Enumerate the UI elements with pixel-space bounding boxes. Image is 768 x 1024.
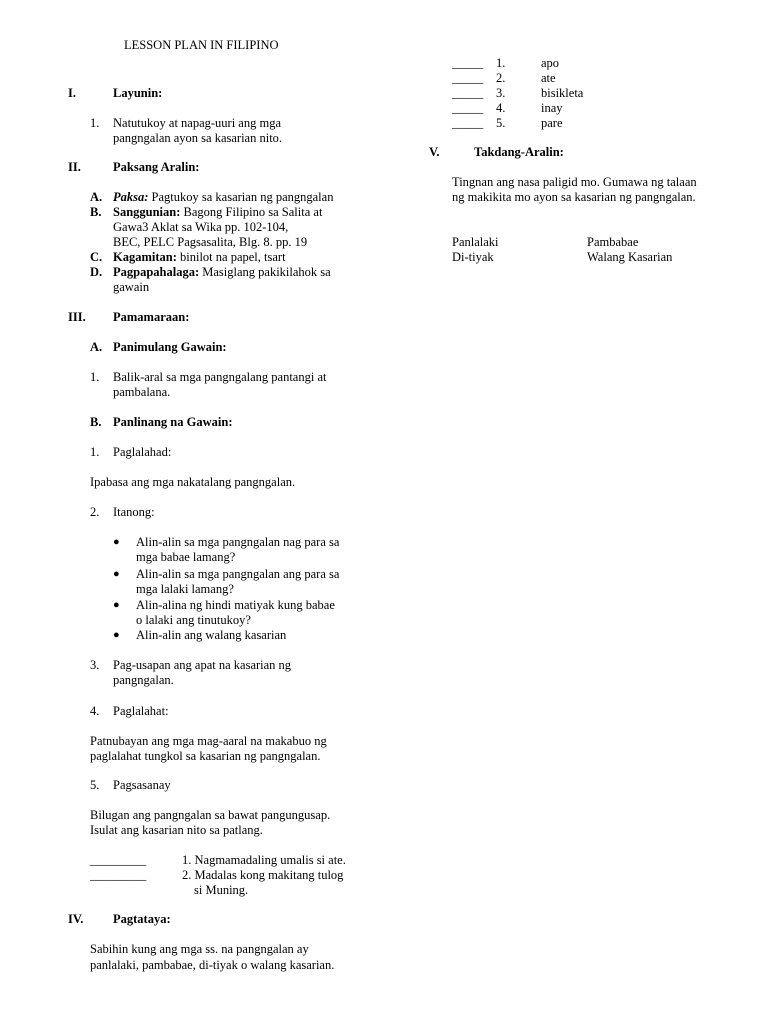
question-line: mga babae lamang?: [136, 550, 236, 564]
pagpapahalaga-label: Pagpapahalaga:: [113, 265, 200, 279]
exercise-sentence: 1. Nagmamadaling umalis si ate.: [182, 853, 346, 867]
sanggunian-item: [113, 205, 322, 220]
paksa-item: [113, 190, 333, 205]
sanggunian-line: Gawa3 Aklat sa Wika pp. 102-104,: [113, 220, 289, 234]
question-line: o lalaki ang tinutukoy?: [136, 613, 251, 627]
pagsasanay-body: Bilugan ang pangngalan sa bawat pangungusap.: [90, 808, 331, 822]
page-title: LESSON PLAN IN FILIPINO: [124, 38, 279, 52]
layunin-number: 1.: [90, 116, 100, 130]
paglalahat-body: paglalahat tungkol sa kasarian ng pangngalan.: [90, 749, 321, 763]
layunin-line: Natutukoy at napag-uuri ang mga: [113, 116, 282, 130]
pagsasanay-body: Isulat ang kasarian nito sa patlang.: [90, 823, 263, 837]
item-number: 2.: [496, 71, 506, 85]
panlinang-heading: Panlinang na Gawain:: [113, 415, 233, 429]
layunin-line: pangngalan ayon sa kasarian nito.: [113, 131, 283, 145]
category-label: Walang Kasarian: [587, 250, 673, 264]
paksa-letter: A.: [90, 190, 103, 204]
paglalahat-body: Patnubayan ang mga mag-aaral na makabuo ng: [90, 734, 327, 748]
category-label: Panlalaki: [452, 235, 499, 249]
bullet-icon: ●: [113, 629, 120, 641]
kagamitan-item: [113, 250, 286, 265]
paglalahad-number: 1.: [90, 445, 100, 459]
item-blank[interactable]: _____: [452, 86, 484, 100]
pag-usapan-line: Pag-usapan ang apat na kasarian ng: [113, 658, 292, 672]
item-word: pare: [541, 116, 563, 130]
pagsasanay-number: 5.: [90, 778, 100, 792]
exercise-sentence-cont: si Muning.: [194, 883, 249, 897]
pag-usapan-number: 3.: [90, 658, 100, 672]
pagpapahalaga-text: Masiglang pakikilahok sa: [202, 265, 331, 279]
paglalahad-body: Ipabasa ang mga nakatalang pangngalan.: [90, 475, 296, 489]
sanggunian-label: Sanggunian:: [113, 205, 181, 219]
sanggunian-letter: B.: [90, 205, 102, 219]
item-blank[interactable]: _____: [452, 116, 484, 130]
paglalahat-number: 4.: [90, 704, 100, 718]
pagsasanay-label: Pagsasanay: [113, 778, 171, 792]
item-number: 4.: [496, 101, 506, 115]
item-number: 5.: [496, 116, 506, 130]
item-word: apo: [541, 56, 560, 70]
section-3-numeral: III.: [68, 310, 86, 324]
kagamitan-letter: C.: [90, 250, 103, 264]
section-4-heading: Pagtataya:: [113, 912, 171, 926]
item-number: 3.: [496, 86, 506, 100]
panlinang-letter: B.: [90, 415, 102, 429]
item-blank[interactable]: _____: [452, 56, 484, 70]
section-5-heading: Takdang-Aralin:: [474, 145, 564, 159]
itanong-label: Itanong:: [113, 505, 155, 519]
question-line: Alin-alin sa mga pangngalan ang para sa: [136, 567, 340, 581]
category-label: Pambabae: [587, 235, 639, 249]
sanggunian-line: BEC, PELC Pagsasalita, Blg. 8. pp. 19: [113, 235, 308, 249]
section-2-numeral: II.: [68, 160, 81, 174]
paksa-text: Pagtukoy sa kasarian ng pangngalan: [151, 190, 334, 204]
panimula-line: pambalana.: [113, 385, 171, 399]
panimula-number: 1.: [90, 370, 100, 384]
section-4-numeral: IV.: [68, 912, 84, 926]
sanggunian-text: Bagong Filipino sa Salita at: [183, 205, 323, 219]
section-5-numeral: V.: [429, 145, 440, 159]
paglalahad-label: Paglalahad:: [113, 445, 172, 459]
itanong-number: 2.: [90, 505, 100, 519]
pagpapahalaga-letter: D.: [90, 265, 103, 279]
pagtataya-line: panlalaki, pambabae, di-tiyak o walang kasarian.: [90, 958, 335, 972]
exercise-sentence: 2. Madalas kong makitang tulog: [182, 868, 344, 882]
kagamitan-label: Kagamitan:: [113, 250, 177, 264]
item-word: inay: [541, 101, 563, 115]
answer-blank[interactable]: _________: [90, 853, 147, 867]
section-1-heading: Layunin:: [113, 86, 163, 100]
pag-usapan-line: pangngalan.: [113, 673, 174, 687]
section-1-numeral: I.: [68, 86, 76, 100]
pagpapahalaga-line: gawain: [113, 280, 150, 294]
answer-blank[interactable]: _________: [90, 868, 147, 882]
question-line: Alin-alin sa mga pangngalan nag para sa: [136, 535, 340, 549]
pagtataya-line: Sabihin kung ang mga ss. na pangngalan ay: [90, 942, 309, 956]
kagamitan-text: binilot na papel, tsart: [180, 250, 286, 264]
bullet-icon: ●: [113, 568, 120, 580]
pagpapahalaga-item: [113, 265, 331, 280]
item-word: bisikleta: [541, 86, 584, 100]
panimula-line: Balik-aral sa mga pangngalang pantangi at: [113, 370, 327, 384]
panimula-heading: Panimulang Gawain:: [113, 340, 227, 354]
category-label: Di-tiyak: [452, 250, 494, 264]
paglalahat-label: Paglalahat:: [113, 704, 169, 718]
section-3-heading: Pamamaraan:: [113, 310, 190, 324]
item-word: ate: [541, 71, 556, 85]
question-line: Alin-alin ang walang kasarian: [136, 628, 287, 642]
item-blank[interactable]: _____: [452, 101, 484, 115]
item-blank[interactable]: _____: [452, 71, 484, 85]
bullet-icon: ●: [113, 536, 120, 548]
question-line: mga lalaki lamang?: [136, 582, 234, 596]
panimula-letter: A.: [90, 340, 103, 354]
takdang-line: Tingnan ang nasa paligid mo. Gumawa ng talaan: [452, 175, 697, 189]
question-line: Alin-alina ng hindi matiyak kung babae: [136, 598, 335, 612]
bullet-icon: ●: [113, 599, 120, 611]
section-2-heading: Paksang Aralin:: [113, 160, 200, 174]
paksa-label: Paksa:: [113, 190, 149, 204]
item-number: 1.: [496, 56, 506, 70]
takdang-line: ng makikita mo ayon sa kasarian ng pangngalan.: [452, 190, 696, 204]
